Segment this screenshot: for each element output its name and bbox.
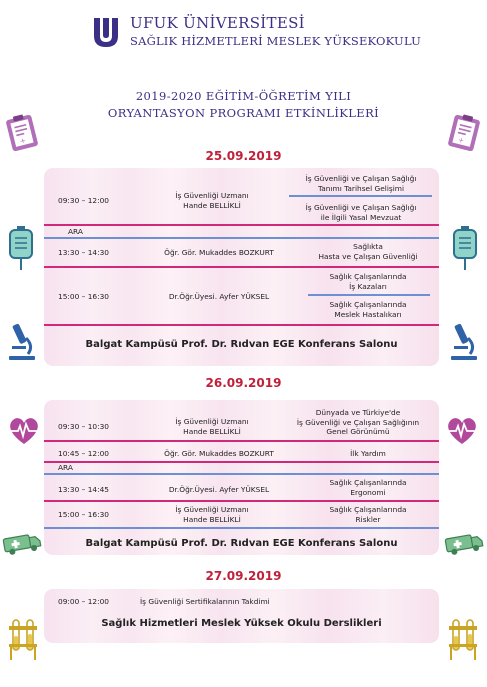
divider — [308, 294, 430, 296]
day1-row3-topic2: Sağlık Çalışanlarında Meslek Hastalıkarı — [329, 300, 407, 319]
program-title-line2: ORYANTASYON PROGRAMI ETKİNLİKLERİ — [107, 106, 380, 120]
day2-row4-time: 15:00 – 16:30 — [58, 510, 109, 519]
day2-row2-topic1: İlk Yardım — [350, 449, 386, 458]
iv-bag-icon — [6, 224, 36, 272]
day2-row1-topic1: Dünyada ve Türkiye'de İş Güvenliği ve Çalışan Sağlığının Genel Görünümü — [296, 408, 420, 436]
day1-row2-speaker: Öğr. Gör. Mukaddes BOZKURT — [164, 248, 274, 257]
day1-row1-topic2: İş Güvenliği ve Çalışan Sağlığı ile İlgili Yasal Mevzuat — [305, 203, 417, 222]
divider — [44, 224, 439, 226]
divider — [44, 461, 439, 463]
day1-row1-speaker: İş Güvenliği Uzmanı Hande BELLİKLİ — [175, 191, 249, 210]
day1-row1-time: 09:30 – 12:00 — [58, 196, 109, 205]
clipboard-icon — [4, 112, 40, 152]
day3-date: 27.09.2019 — [205, 569, 282, 583]
day2-row1-speaker: İş Güvenliği Uzmanı Hande BELLİKLİ — [175, 417, 249, 436]
ambulance-icon — [444, 530, 484, 556]
day2-row1-time: 09:30 – 10:30 — [58, 422, 109, 431]
day1-row2-time: 13:30 – 14:30 — [58, 248, 109, 257]
day2-schedule-card — [44, 400, 439, 555]
iv-bag-icon — [450, 224, 480, 272]
microscope-icon — [6, 322, 38, 362]
divider — [44, 440, 439, 442]
day1-break: ARA — [68, 227, 83, 236]
divider — [44, 266, 439, 268]
ambulance-icon — [2, 530, 42, 556]
university-name: UFUK ÜNİVERSİTESİ — [130, 14, 305, 32]
day1-row1-topic1: İş Güvenliği ve Çalışan Sağlığı Tanımı Tarihsel Gelişimi — [305, 174, 417, 193]
day1-row3-time: 15:00 – 16:30 — [58, 292, 109, 301]
day1-venue: Balgat Kampüsü Prof. Dr. Rıdvan EGE Konferans Salonu — [85, 339, 398, 350]
svg-text:+: + — [19, 136, 27, 146]
day2-row3-time: 13:30 – 14:45 — [58, 485, 109, 494]
day2-venue: Balgat Kampüsü Prof. Dr. Rıdvan EGE Konferans Salonu — [85, 538, 398, 549]
divider — [44, 237, 439, 239]
university-logo — [92, 16, 120, 48]
day1-date: 25.09.2019 — [205, 149, 282, 163]
day3-schedule-card — [44, 589, 439, 643]
day2-date: 26.09.2019 — [205, 376, 282, 390]
test-tubes-icon — [6, 618, 40, 662]
divider — [44, 324, 439, 326]
heartbeat-icon — [8, 416, 40, 446]
test-tubes-icon — [446, 618, 480, 662]
program-title-line1: 2019-2020 EĞİTİM-ÖĞRETİM YILI — [135, 89, 352, 103]
day1-row2-topic1: Sağlıkta Hasta ve Çalışan Güvenliği — [318, 242, 418, 261]
divider — [44, 527, 439, 529]
school-name: SAĞLIK HİZMETLERİ MESLEK YÜKSEKOKULU — [130, 34, 422, 48]
divider — [44, 500, 439, 502]
day2-break: ARA — [58, 463, 73, 472]
day1-row3-speaker: Dr.Öğr.Üyesi. Ayfer YÜKSEL — [168, 292, 270, 301]
day2-row3-speaker: Dr.Öğr.Üyesi. Ayfer YÜKSEL — [168, 485, 270, 494]
day3-venue: Sağlık Hizmetleri Meslek Yüksek Okulu Derslikleri — [101, 618, 382, 629]
day2-row3-topic1: Sağlık Çalışanlarında Ergonomi — [329, 478, 407, 497]
clipboard-icon — [446, 112, 482, 152]
day2-row2-speaker: Öğr. Gör. Mukaddes BOZKURT — [164, 449, 274, 458]
day2-row2-time: 10:45 – 12:00 — [58, 449, 109, 458]
day1-row3-topic1: Sağlık Çalışanlarında İş Kazaları — [329, 272, 407, 291]
day1-schedule-card — [44, 168, 439, 366]
svg-text:+: + — [457, 135, 465, 146]
divider — [289, 195, 432, 197]
divider — [44, 473, 439, 475]
day2-row4-speaker: İş Güvenliği Uzmanı Hande BELLİKLİ — [175, 505, 249, 524]
day3-row1-time: 09:00 – 12:00 — [58, 597, 109, 606]
day2-row4-topic1: Sağlık Çalışanlarında Riskler — [329, 505, 407, 524]
heartbeat-icon — [446, 416, 478, 446]
day3-row1-event: İş Güvenliği Sertifikalarının Takdimi — [140, 597, 270, 606]
microscope-icon — [448, 322, 480, 362]
